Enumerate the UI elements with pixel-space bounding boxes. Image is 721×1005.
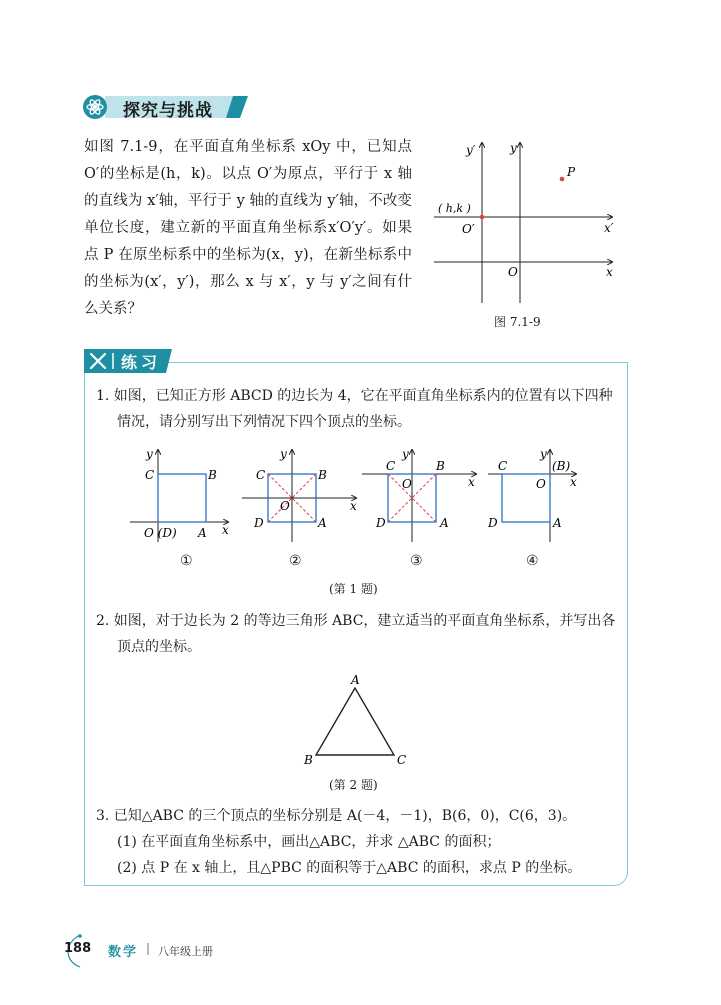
figure-label: y [146, 447, 153, 461]
figure-label: O [280, 499, 290, 513]
figure-label: A [351, 673, 360, 687]
figure-label: B [304, 753, 313, 767]
fig1-label-x: x [606, 265, 613, 279]
figure-label: x [222, 523, 229, 537]
fig1-label-x-prime: x′ [604, 221, 614, 235]
q2-triangle-figure [295, 672, 425, 772]
figure-label: D [376, 516, 386, 530]
practice-title: 练习 [121, 353, 162, 372]
fig1-label-y: y [510, 141, 517, 155]
figure-label: B [208, 468, 217, 482]
figure-label: (B) [552, 459, 571, 473]
figure-label: A [440, 516, 449, 530]
figure-label: A [198, 526, 207, 540]
figure-label: A [553, 516, 562, 530]
section-title: 探究与挑战 [123, 101, 213, 121]
figure-label: C [386, 459, 396, 473]
q3-sub1: (1) 在平面直角坐标系中，画出△ABC，并求 △ABC 的面积； [117, 834, 501, 850]
q1-figure-2-num: ② [289, 553, 302, 569]
q1-figure-3 [360, 446, 480, 546]
footer-subject: 数学 [108, 945, 139, 960]
figure-label: A [318, 516, 327, 530]
q1-line2: 情况，请分别写出下列情况下四个顶点的坐标。 [117, 414, 411, 430]
q1-figure-2 [240, 446, 360, 546]
figure-label: y [402, 447, 409, 461]
figure-label: y [540, 447, 547, 461]
fig1-label-o: O [508, 265, 518, 279]
q1-figure-1-num: ① [180, 553, 193, 569]
figure-label: O [402, 477, 412, 491]
q1-caption: (第 1 题) [329, 582, 378, 596]
figure-label: O (D) [144, 526, 177, 540]
q2-line2: 顶点的坐标。 [117, 639, 201, 655]
q3-sub2: (2) 点 P 在 x 轴上，且△PBC 的面积等于△ABC 的面积，求点 P 的坐标。 [117, 860, 582, 876]
figure-label: B [318, 468, 327, 482]
figure-label: C [397, 753, 407, 767]
figure-label: x [350, 499, 357, 513]
figure-label: C [145, 468, 155, 482]
fig1-label-o-prime: O′ [462, 222, 475, 236]
figure-7-1-9 [432, 138, 632, 308]
q1-figure-1 [128, 446, 248, 546]
q1-figure-4-num: ④ [526, 553, 539, 569]
figure-label: O [536, 477, 546, 491]
figure-label: C [256, 468, 266, 482]
q2-line1: 2. 如图，对于边长为 2 的等边三角形 ABC，建立适当的平面直角坐标系，并写出各 [96, 613, 616, 629]
figure-label: B [436, 459, 445, 473]
figure-label: x [468, 475, 475, 489]
page-number: 188 [64, 941, 92, 956]
fig1-label-p: P [567, 165, 576, 179]
q1-line1: 1. 如图，已知正方形 ABCD 的边长为 4，它在平面直角坐标系内的位置有以下四种 [96, 388, 613, 404]
q3-line1: 3. 已知△ABC 的三个顶点的坐标分别是 A(－4，－1)，B(6，0)，C(6，3)。 [96, 808, 577, 824]
footer-grade: 八年级上册 [158, 945, 213, 958]
q1-figure-4 [486, 446, 606, 546]
figure-label: C [498, 459, 508, 473]
explore-paragraph: 如图 7.1-9，在平面直角坐标系 xOy 中，已知点 O′的坐标是(h，k)。以点 O′为原点，平行于 x 轴的直线为 x′轴，平行于 y 轴的直线为 y′轴，不改变单位长度，建立新的平面直角坐标系x′O′y′。如果点 P 在原坐标系中的坐标为(x，y)，在新坐标系中的坐标为(x′，y′)，那么 x 与 x′，y 与 y′之间有什么关系？ [84, 139, 412, 317]
figure-caption: 图 7.1-9 [494, 315, 541, 329]
fig1-label-hk: ( h,k ) [438, 202, 471, 215]
figure-label: D [254, 516, 264, 530]
q1-figure-3-num: ③ [410, 553, 423, 569]
figure-label: y [280, 447, 287, 461]
figure-label: x [570, 475, 577, 489]
fig1-label-y-prime: y′ [466, 143, 476, 157]
figure-label: D [488, 516, 498, 530]
q2-caption: (第 2 题) [329, 778, 378, 792]
